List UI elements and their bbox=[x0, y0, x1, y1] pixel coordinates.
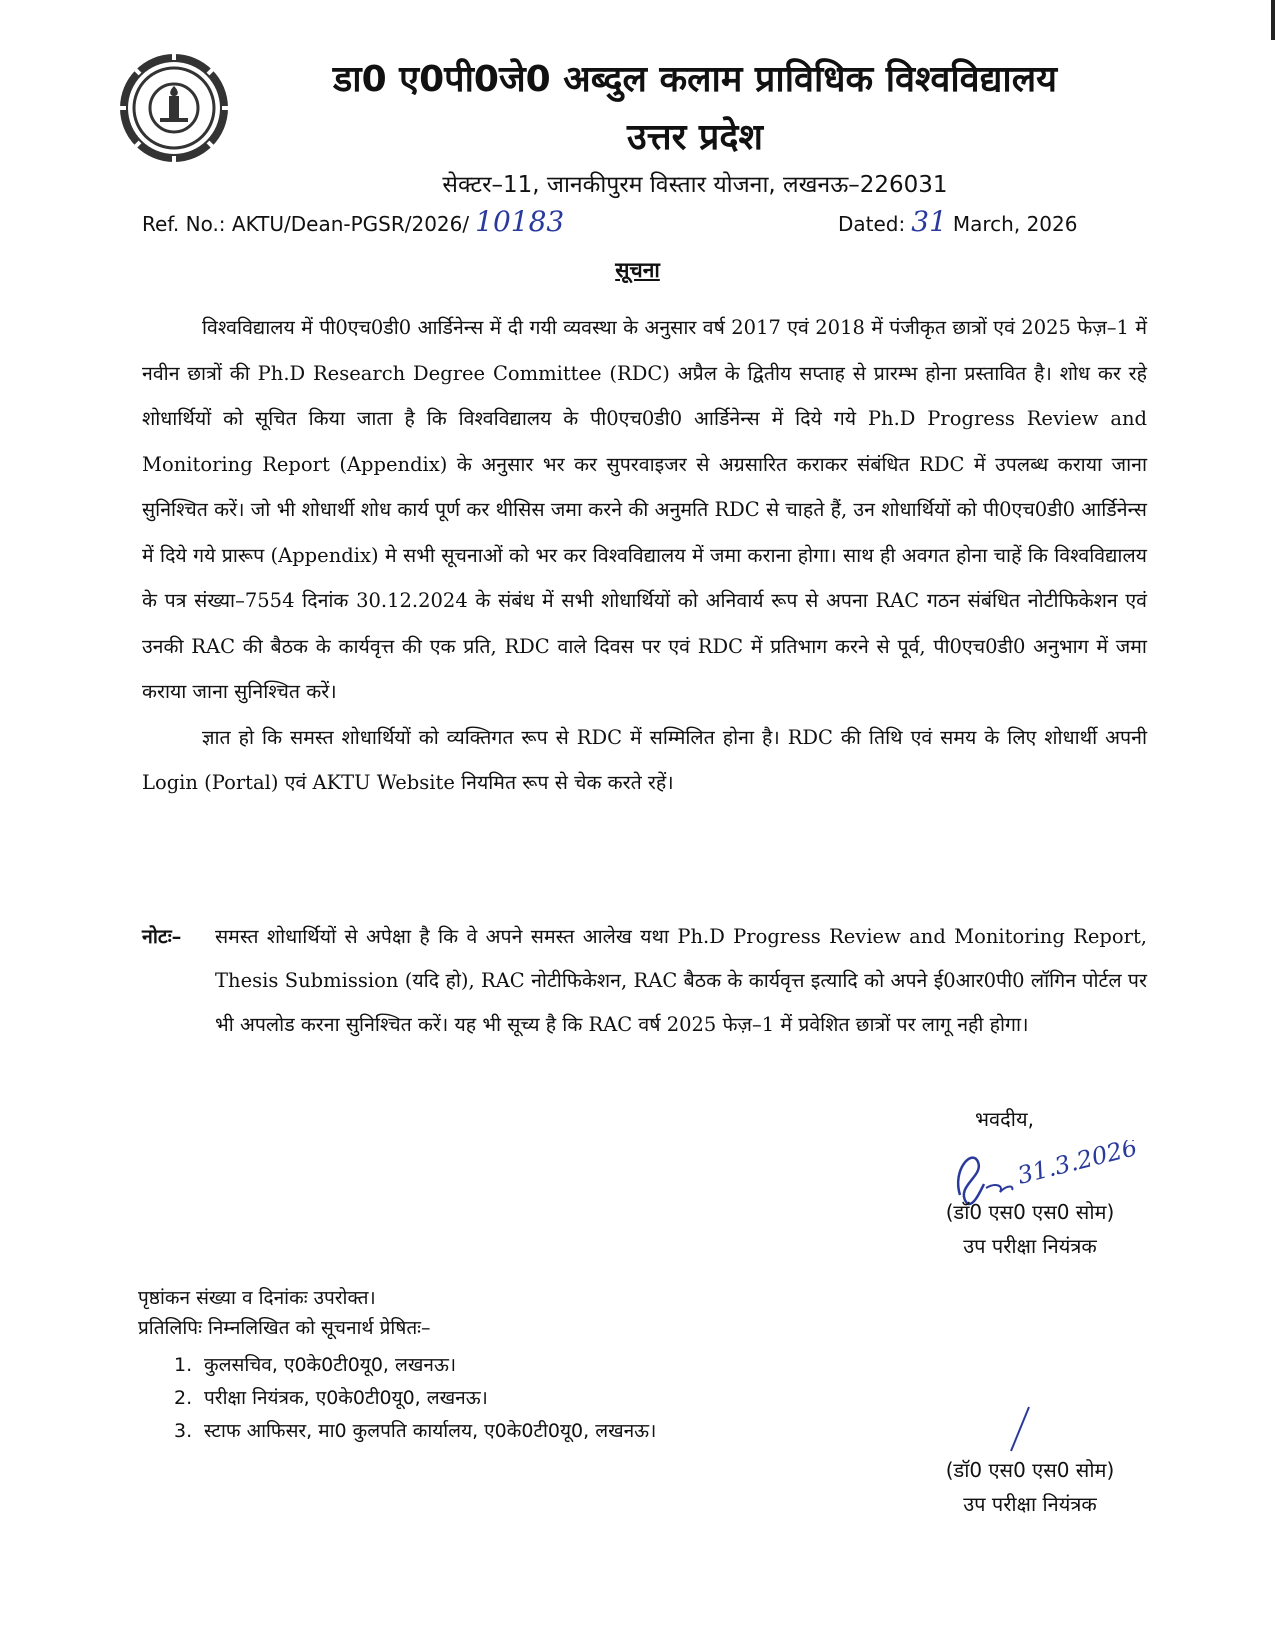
recipient-item: 3. स्टाफ आफिसर, मा0 कुलपति कार्यालय, ए0के0टी0यू0, लखनऊ। bbox=[174, 1420, 657, 1442]
date-line bbox=[838, 205, 1077, 241]
reference-number bbox=[142, 205, 570, 241]
recipient-item: 1. कुलसचिव, ए0के0टी0यू0, लखनऊ। bbox=[174, 1354, 457, 1376]
note-text: समस्त शोधार्थियों से अपेक्षा है कि वे अपने समस्त आलेख यथा Ph.D Progress Review and Monitoring Report, Thesis Submission (यदि हो), RAC नोटीफिकेशन, RAC बैठक के कार्यवृत्त इत्यादि को अपने ई0आर0पी0 लॉगिन पोर्टल पर भी अपलोड करना सुनिश्चित करें। यह भी सूच्य है कि RAC वर्ष 2025 फेज़–1 में प्रवेशित छात्रों पर लागू नही होगा। bbox=[215, 925, 1147, 1036]
signatory-name-2: (डॉ0 एस0 एस0 सोम) bbox=[945, 1458, 1115, 1482]
university-state: उत्तर प्रदेश bbox=[627, 117, 763, 158]
scan-edge-mark bbox=[1271, 0, 1275, 40]
handwritten-tick-mark bbox=[1005, 1405, 1035, 1459]
closing-salutation: भवदीय, bbox=[975, 1107, 1034, 1131]
notice-body bbox=[142, 305, 1147, 806]
signature-date: 31.3.2026 bbox=[1014, 1140, 1140, 1190]
dated-month-year: March, 2026 bbox=[952, 212, 1078, 236]
body-paragraph-2: ज्ञात हो कि समस्त शोधार्थियों को व्यक्तिगत रूप से RDC में सम्मिलित होना है। RDC की तिथि एवं समय के लिए शोधार्थी अपनी Login (Portal) एवं AKTU Website नियमित रूप से चेक करते रहें। bbox=[142, 725, 1147, 794]
body-paragraph-1: विश्वविद्यालय में पी0एच0डी0 आर्डिनेन्स में दी गयी व्यवस्था के अनुसार वर्ष 2017 एवं 2018 में पंजीकृत छात्रों एवं 2025 फेज़–1 में नवीन छात्रों की Ph.D Research Degree Committee (RDC) अप्रैल के द्वितीय सप्ताह से प्रारम्भ होना प्रस्तावित है। शोध कर रहे शोधार्थियों को सूचित किया जाता है कि विश्वविद्यालय के पी0एच0डी0 आर्डिनेन्स में दिये गये Ph.D Progress Review and Monitoring Report (Appendix) के अनुसार भर कर सुपरवाइजर से अग्रसारित कराकर संबंधित RDC में उपलब्ध कराया जाना सुनिश्चित करें। जो भी शोधार्थी शोध कार्य पूर्ण कर थीसिस जमा करने की अनुमति RDC से चाहते हैं, उन शोधार्थियों को पी0एच0डी0 आर्डिनेन्स में दिये गये प्रारूप (Appendix) मे सभी सूचनाओं को भर कर विश्वविद्यालय में जमा कराना होगा। साथ ही अवगत होना चाहें कि विश्वविद्यालय के पत्र संख्या–7554 दिनांक 30.12.2024 के संबंध में सभी शोधार्थियों को अनिवार्य रूप से अपना RAC गठन संबंधित नोटीफिकेशन एवं उनकी RAC की बैठक के कार्यवृत्त की एक प्रति, RDC वाले दिवस पर एवं RDC में प्रतिभाग करने से पूर्व, पी0एच0डी0 अनुभाग में जमा कराया जाना सुनिश्चित करें। bbox=[142, 316, 1147, 703]
notice-heading: सूचना bbox=[615, 258, 660, 282]
endorsement-line: पृष्ठांकन संख्या व दिनांकः उपरोक्त। bbox=[138, 1287, 376, 1309]
university-address: सेक्टर–11, जानकीपुरम विस्तार योजना, लखनऊ–226031 bbox=[442, 172, 948, 198]
recipient-list bbox=[138, 1349, 656, 1448]
signatory-block-2 bbox=[915, 1453, 1145, 1521]
endorsement-block bbox=[138, 1283, 656, 1448]
copy-to-line: प्रतिलिपिः निम्नलिखित को सूचनार्थ प्रेषितः– bbox=[138, 1317, 431, 1339]
reference-label: Ref. No.: AKTU/Dean-PGSR/2026/ bbox=[142, 212, 470, 236]
signatory-designation: उप परीक्षा नियंत्रक bbox=[963, 1234, 1097, 1258]
signatory-designation-2: उप परीक्षा नियंत्रक bbox=[963, 1492, 1097, 1516]
recipient-item: 2. परीक्षा नियंत्रक, ए0के0टी0यू0, लखनऊ। bbox=[174, 1387, 488, 1409]
signatory-block bbox=[915, 1195, 1145, 1263]
university-name: डा0 ए0पी0जे0 अब्दुल कलाम प्राविधिक विश्वविद्यालय bbox=[333, 59, 1057, 100]
reference-handwritten-number: 10183 bbox=[475, 205, 565, 238]
dated-label: Dated: bbox=[838, 212, 906, 236]
university-logo bbox=[118, 52, 230, 164]
note-section bbox=[142, 915, 1147, 1047]
signatory-name: (डॉ0 एस0 एस0 सोम) bbox=[945, 1200, 1115, 1224]
note-label: नोटः– bbox=[142, 925, 182, 948]
dated-handwritten-day: 31 bbox=[911, 205, 947, 238]
